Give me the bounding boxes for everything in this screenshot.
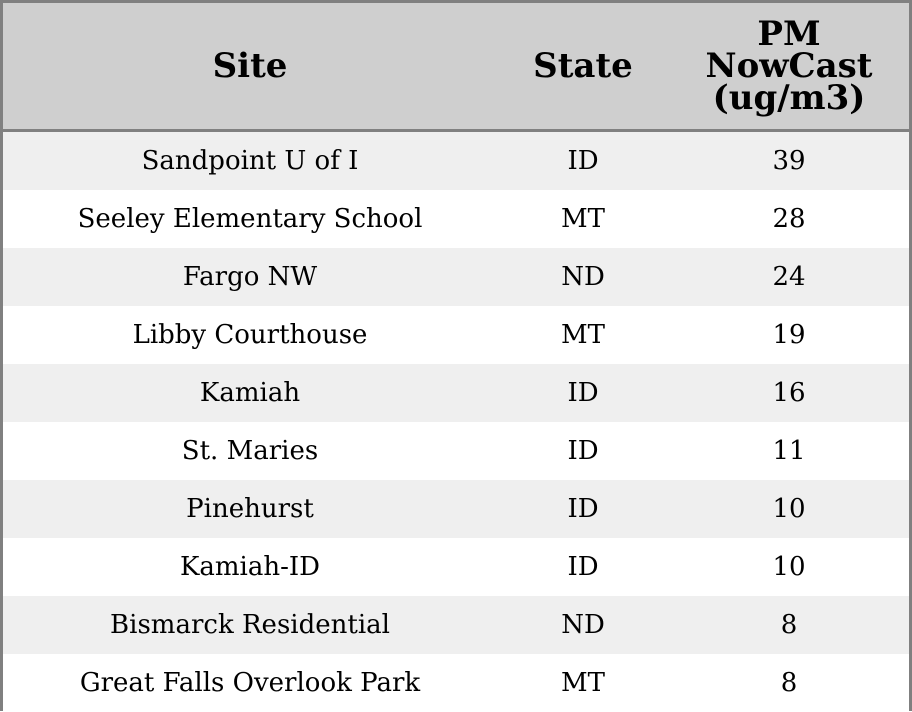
table-body [3,132,909,712]
pm-value-cell: 24 [772,262,806,292]
column-header-state-label: State [533,46,633,86]
site-cell: St. Maries [181,436,319,466]
state-cell: ID [567,378,599,408]
table-row [3,538,909,596]
pm-value-cell: 10 [772,494,806,524]
site-cell: Kamiah-ID [179,552,321,582]
state-cell: MT [561,320,605,350]
column-header-state [497,3,669,129]
table-row [3,306,909,364]
state-cell: ID [567,436,599,466]
pm-value-cell: 8 [780,668,798,698]
table-header [3,3,909,132]
site-cell: Kamiah [199,378,301,408]
pm-value-cell: 16 [772,378,806,408]
state-cell: MT [561,668,605,698]
state-cell: ND [561,262,605,292]
table-row [3,654,909,712]
site-cell: Pinehurst [186,494,314,524]
site-cell: Sandpoint U of I [141,146,359,176]
table-row [3,422,909,480]
table-row [3,190,909,248]
column-header-pm-nowcast-label [705,14,873,118]
table-row [3,132,909,190]
column-header-units-line: (ug/m3) [712,78,866,118]
site-cell: Fargo NW [182,262,318,292]
column-header-site [3,3,497,129]
pm-value-cell: 11 [772,436,806,466]
table-row [3,248,909,306]
pm-value-cell: 19 [772,320,806,350]
pm-value-cell: 8 [780,610,798,640]
state-cell: ID [567,494,599,524]
site-cell: Seeley Elementary School [77,204,423,234]
table-row [3,596,909,654]
pm-value-cell: 28 [772,204,806,234]
state-cell: ID [567,552,599,582]
column-header-site-label: Site [212,46,288,86]
column-header-nowcast-line: NowCast [705,46,873,86]
site-cell: Bismarck Residential [110,610,390,640]
pm-value-cell: 39 [772,146,806,176]
column-header-pm-nowcast [669,3,909,129]
table-row [3,480,909,538]
column-header-pm-line: PM [757,14,821,54]
state-cell: ID [567,146,599,176]
state-cell: ND [561,610,605,640]
table-row [3,364,909,422]
state-cell: MT [561,204,605,234]
site-cell: Great Falls Overlook Park [79,668,421,698]
pm-value-cell: 10 [772,552,806,582]
site-cell: Libby Courthouse [132,320,368,350]
